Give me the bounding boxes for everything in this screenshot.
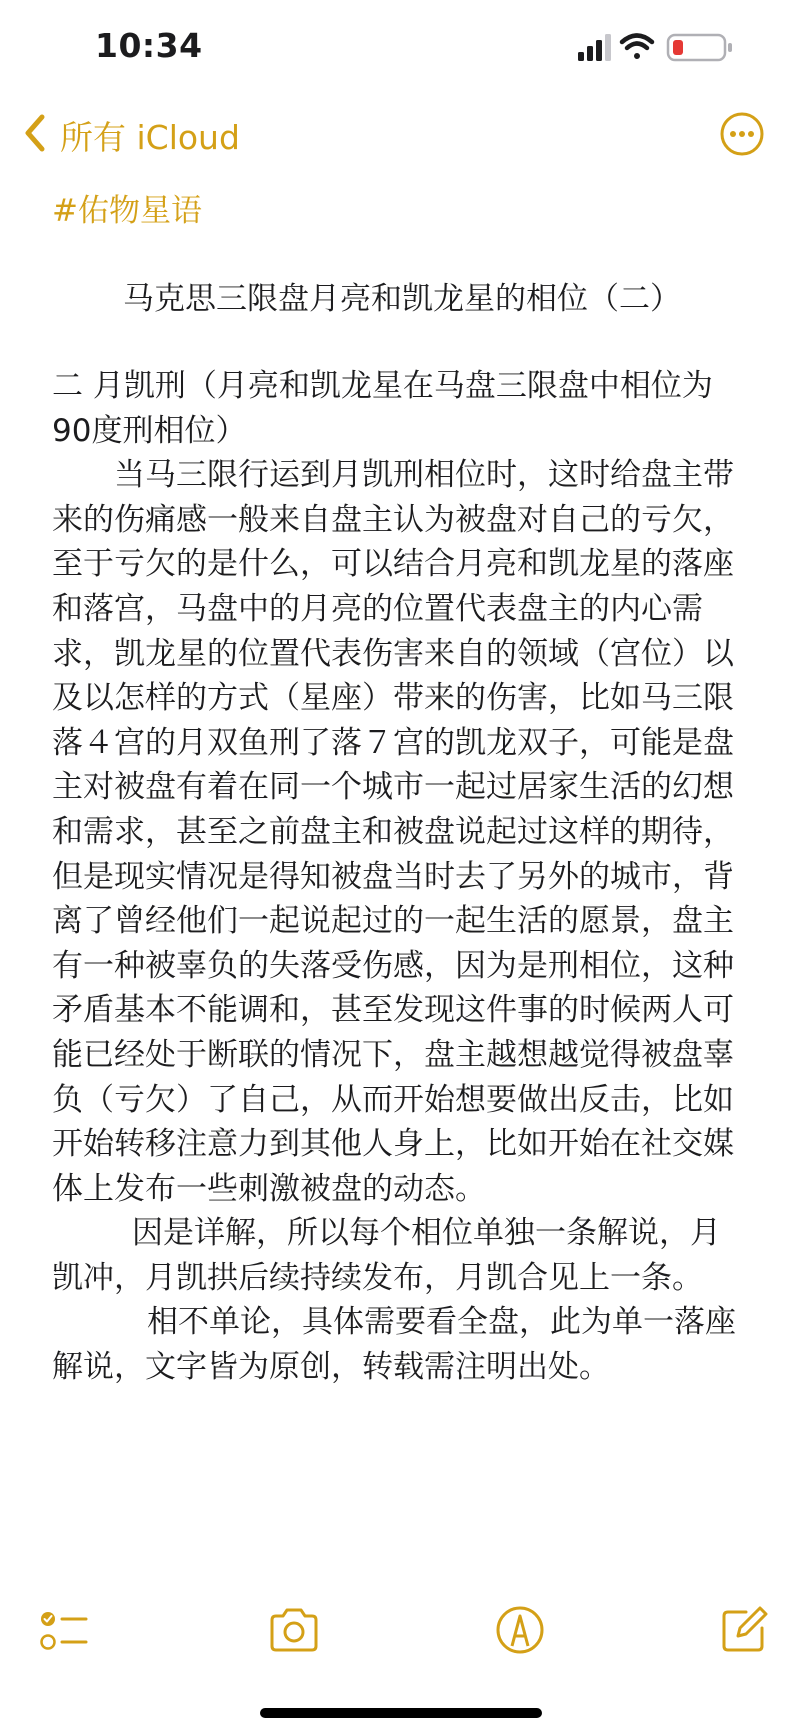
note-tag[interactable]: #佑物星语 (52, 193, 202, 229)
nav-bar (0, 100, 800, 170)
camera-icon (266, 1602, 322, 1658)
bottom-toolbar (0, 1590, 800, 1670)
cellular-signal-icon (578, 34, 611, 61)
note-body (52, 364, 742, 1390)
markup-button[interactable] (492, 1602, 548, 1658)
checklist-icon (36, 1602, 92, 1658)
note-paragraph: 因是详解，所以每个相位单独一条解说，月凯冲，月凯拱后续持续发布，月凯合见上一条。 (52, 1215, 721, 1296)
compose-icon (716, 1602, 772, 1658)
home-indicator[interactable] (260, 1708, 542, 1718)
note-paragraph-heading: 二 月凯刑（月亮和凯龙星在马盘三限盘中相位为90度刑相位） (52, 368, 713, 449)
ellipsis-circle-icon (718, 110, 766, 158)
note-paragraph: 当马三限行运到月凯刑相位时，这时给盘主带来的伤痛感一般来自盘主认为被盘对自己的亏欠，至于亏欠的是什么，可以结合月亮和凯龙星的落座和落宫，马盘中的月亮的位置代表盘主的内心需求，凯龙星的位置代表伤害来自的领域（宫位）以及以怎样的方式（星座）带来的伤害，比如马三限落４宫的月双鱼刑了落７宫的凯龙双子，可能是盘主对被盘有着在同一个城市一起过居家生活的幻想和需求，甚至之前盘主和被盘说起过这样的期待，但是现实情况是得知被盘当时去了另外的城市，背离了曾经他们一起说起过的一起生活的愿景，盘主有一种被辜负的失落受伤感，因为是刑相位，这种矛盾基本不能调和，甚至发现这件事的时候两人可能已经处于断联的情况下，盘主越想越觉得被盘辜负（亏欠）了自己，从而开始想要做出反击，比如开始转移注意力到其他人身上，比如开始在社交媒体上发布一些刺激被盘的动态。 (52, 457, 734, 1207)
back-button[interactable] (22, 110, 240, 160)
status-time: 10:34 (95, 26, 203, 65)
wifi-icon (622, 36, 652, 60)
status-icons (578, 30, 738, 66)
checklist-button[interactable] (36, 1602, 92, 1658)
battery-low-icon (668, 35, 732, 60)
note-title: 马克思三限盘月亮和凯龙星的相位（二） (123, 281, 681, 317)
status-bar (0, 0, 800, 100)
markup-pen-icon (492, 1602, 548, 1658)
compose-button[interactable] (716, 1602, 772, 1658)
more-options-button[interactable] (718, 110, 766, 158)
note-paragraph: 相不单论，具体需要看全盘，此为单一落座解说，文字皆为原创，转载需注明出处。 (52, 1304, 736, 1386)
chevron-left-icon (22, 113, 48, 157)
camera-button[interactable] (266, 1602, 322, 1658)
back-label: 所有 iCloud (60, 117, 240, 157)
